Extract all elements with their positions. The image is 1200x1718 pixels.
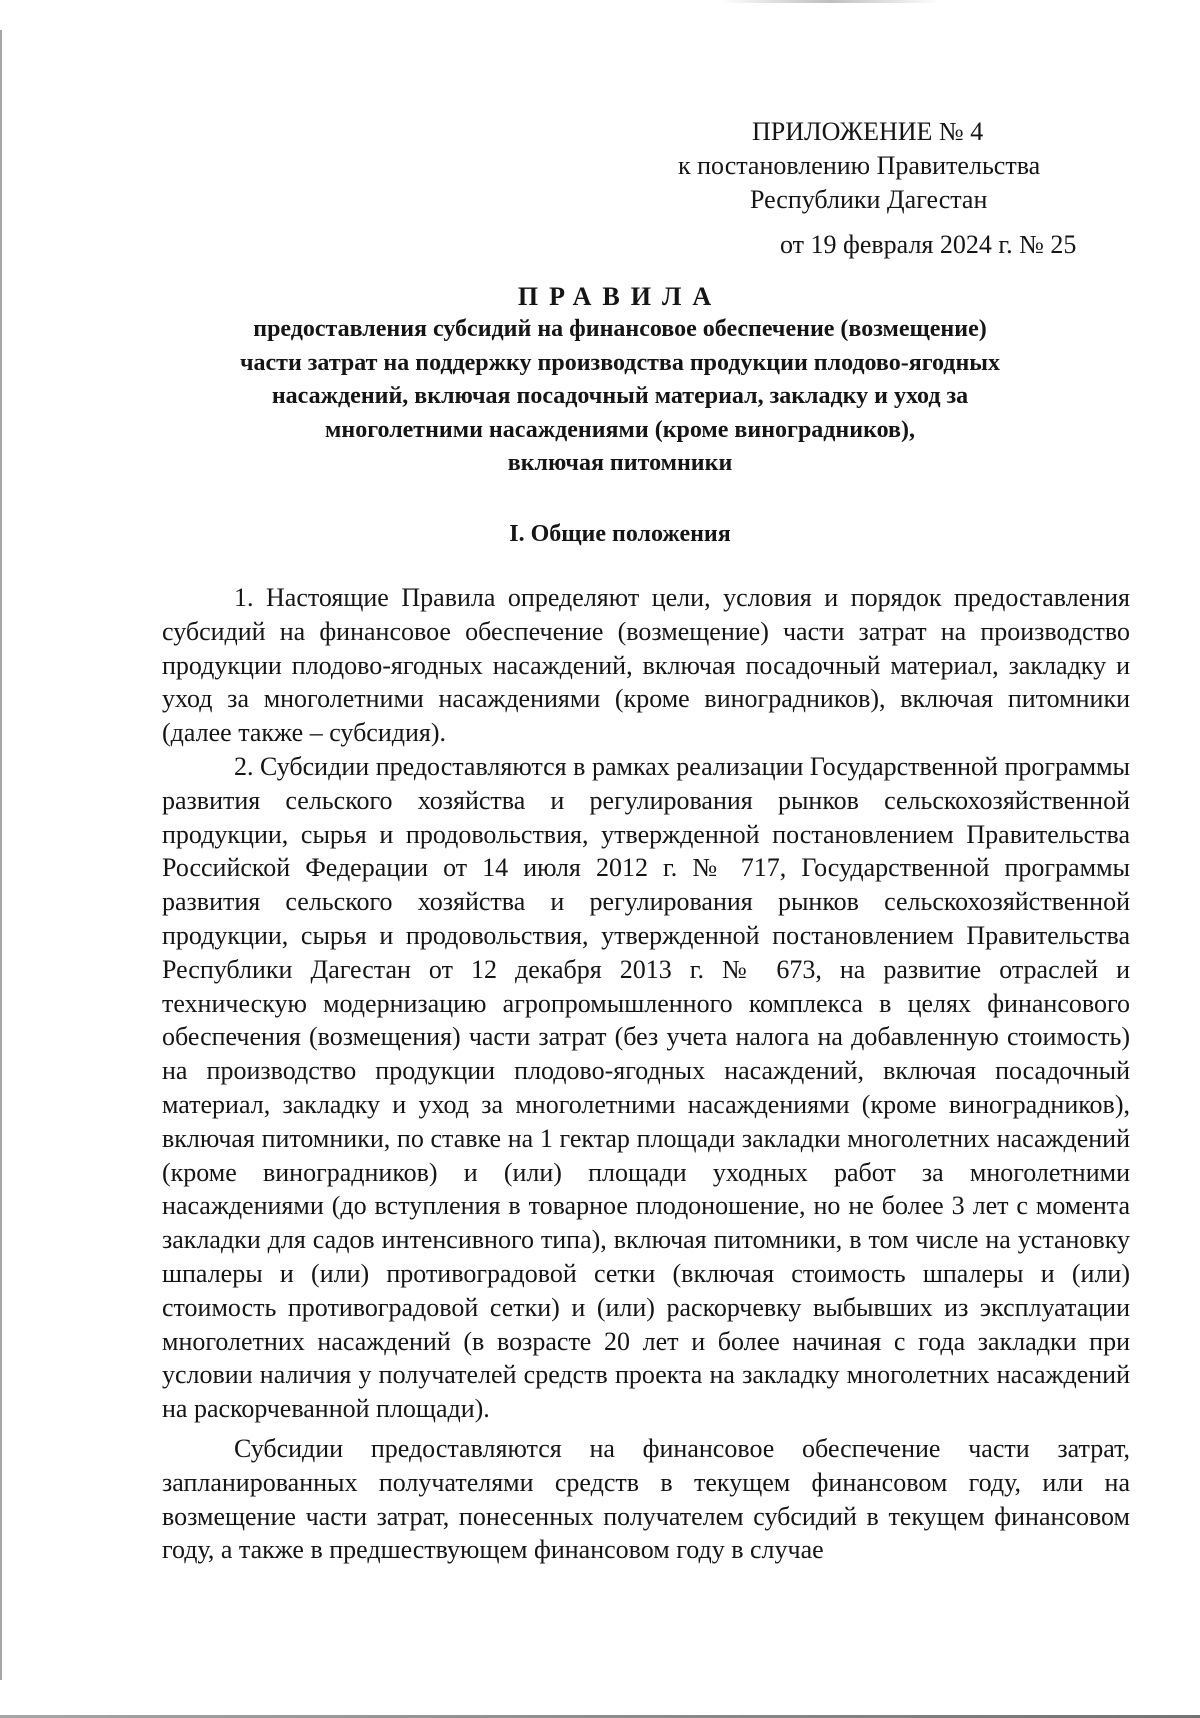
subtitle-line: части затрат на поддержку производства продукции плодово-ягодных [239, 349, 1001, 376]
paragraph: 1. Настоящие Правила определяют цели, условия и порядок предоставления субсидий на финансовое обеспечение (возмещение) части затрат на производство продукции плодово-ягодных насаждений, включая посадочный материал, закладку и уход за многолетними насаждениями (кроме виноградников), включая питомники (далее также – субсидия). [162, 583, 1130, 748]
scan-edge-top [720, 0, 940, 3]
subtitle-line: насаждений, включая посадочный материал, закладку и уход за [271, 383, 969, 409]
scan-edge-left [0, 30, 2, 1680]
subtitle-line: включая питомники [507, 450, 733, 476]
appendix-number: ПРИЛОЖЕНИЕ № 4 [752, 117, 984, 146]
subtitle-line: предоставления субсидий на финансовое обеспечение (возмещение) [253, 316, 987, 342]
section-heading: I. Общие положения [509, 521, 731, 547]
paragraph: Субсидии предоставляются на финансовое обеспечение части затрат, запланированных получателями средств в текущем финансовом году, или на возмещение части затрат, понесенных получателем субсидий в текущем финансовом году, а также в предшествующем финансовом году в случае [162, 1433, 1130, 1565]
appendix-republic: Республики Дагестан [750, 185, 988, 214]
document-subtitle [160, 313, 1080, 481]
document-body [162, 581, 1130, 1567]
document-title: ПРАВИЛА [517, 282, 723, 311]
appendix-decree-ref: к постановлению Правительства [678, 151, 1041, 180]
subtitle-line: многолетними насаждениями (кроме виноградников), [325, 416, 915, 443]
appendix-header [600, 115, 1160, 262]
appendix-date: от 19 февраля 2024 г. № 25 [780, 230, 1077, 259]
paragraph: 2. Субсидии предоставляются в рамках реализации Государственной программы развития сельского хозяйства и регулирования рынков сельскохозяйственной продукции, сырья и продовольствия, утвержденной постановлением Правительства Российской Федерации от 14 июля 2012 г. № 717, Государственной программы развития сельского хозяйства и регулирования рынков сельскохозяйственной продукции, сырья и продовольствия, утвержденной постановлением Правительства Республики Дагестан от 12 декабря 2013 г. № 673, на развитие отраслей и техническую модернизацию агропромышленного комплекса в целях финансового обеспечения (возмещения) части затрат (без учета налога на добавленную стоимость) на производство продукции плодово-ягодных насаждений, включая посадочный материал, закладку и уход за многолетними насаждениями (кроме виноградников), включая питомники, по ставке на 1 гектар площади закладки многолетних насаждений (кроме виноградников) и (или) площади уходных работ за многолетними насаждениями (до вступления в товарное плодоношение, но не более 3 лет с момента закладки для садов интенсивного типа), включая питомники, в том числе на установку шпалеры и (или) противоградовой сетки (включая стоимость шпалеры и (или) стоимость противоградовой сетки) и (или) раскорчевку выбывших из эксплуатации многолетних насаждений (в возрасте 20 лет и более начиная с года закладки при условии наличия у получателей средств проекта на закладку многолетних насаждений на раскорчеванной площади). [162, 751, 1130, 1424]
